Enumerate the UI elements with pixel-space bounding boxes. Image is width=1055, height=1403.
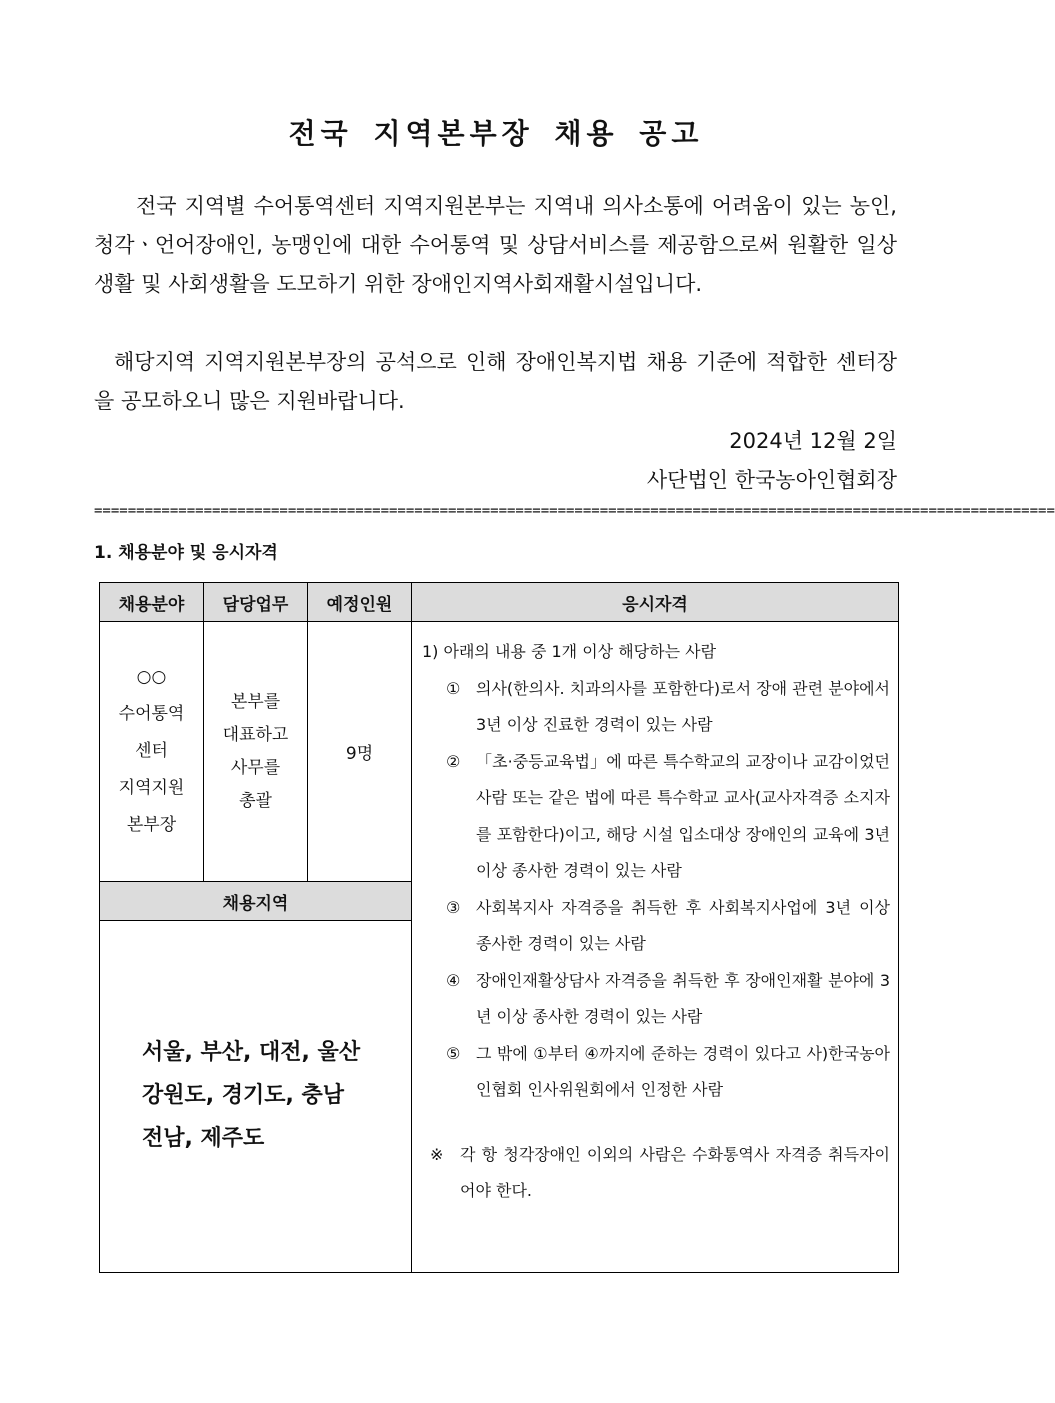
item-text: 장애인재활상담사 자격증을 취득한 후 장애인재활 분야에 3년 이상 종사한 경력이 있는 사람 [476, 970, 890, 1026]
field-line: 센터 [135, 741, 168, 761]
duty-line: 대표하고 [222, 724, 289, 745]
field-line: 수어통역 [118, 704, 185, 724]
qualification-note [422, 1137, 890, 1210]
header-count: 예정인원 [308, 583, 412, 622]
qualification-item [422, 744, 890, 890]
note-mark: ※ [430, 1144, 444, 1164]
duty-line: 총괄 [239, 790, 272, 811]
field-line: ○○ [136, 667, 167, 687]
duty-line: 사무를 [230, 757, 281, 778]
qualification-item [422, 963, 890, 1036]
item-text: 그 밖에 ①부터 ④까지에 준하는 경력이 있다고 사)한국농아인협회 인사위원회에서 인정한 사람 [476, 1043, 890, 1099]
region-line: 강원도, 경기도, 충남 [142, 1083, 345, 1108]
duty-cell [204, 622, 308, 882]
item-number: ⑤ [446, 1043, 461, 1063]
section-heading: 1. 채용분야 및 응시자격 [94, 543, 278, 563]
qualification-cell [412, 622, 899, 1273]
issuing-organization: 사단법인 한국농아인협회장 [646, 468, 897, 492]
qualification-intro: 1) 아래의 내용 중 1개 이상 해당하는 사람 [422, 642, 717, 661]
item-text: 의사(한의사. 치과의사를 포함한다)로서 장애 관련 분야에서 3년 이상 진료한 경력이 있는 사람 [476, 678, 890, 734]
qualification-item [422, 671, 890, 744]
duty-line: 본부를 [230, 691, 281, 712]
header-duty: 담당업무 [204, 583, 308, 622]
document-title: 전국 지역본부장 채용 공고 [288, 117, 704, 150]
qualification-item [422, 890, 890, 963]
header-region: 채용지역 [100, 882, 412, 921]
field-cell [100, 622, 204, 882]
item-number: ② [446, 751, 461, 771]
region-cell [100, 921, 412, 1273]
item-text: 「초·중등교육법」에 따른 특수학교의 교장이나 교감이었던 사람 또는 같은 법에 따른 특수학교 교사(교사자격증 소지자를 포함한다)이고, 해당 시설 입소대상 장애인의 교육에 3년 이상 종사한 경력이 있는 사람 [476, 751, 890, 880]
intro-paragraph-1: 전국 지역별 수어통역센터 지역지원본부는 지역내 의사소통에 어려움이 있는 농인, 청각ㆍ언어장애인, 농맹인에 대한 수어통역 및 상담서비스를 제공함으로써 원활한 일상생활 및 사회생활을 도모하기 위한 장애인지역사회재활시설입니다. [94, 194, 897, 296]
count-cell: 9명 [308, 622, 412, 882]
field-line: 지역지원 [118, 778, 185, 798]
recruitment-table [99, 582, 899, 1273]
item-number: ① [446, 678, 461, 698]
region-line: 서울, 부산, 대전, 울산 [142, 1040, 361, 1065]
separator-line: ================================================================================================================== [94, 503, 1055, 519]
field-line: 본부장 [126, 815, 177, 835]
header-field: 채용분야 [100, 583, 204, 622]
note-text: 각 항 청각장애인 이외의 사람은 수화통역사 자격증 취득자이어야 한다. [460, 1144, 890, 1200]
item-number: ③ [446, 897, 461, 917]
intro-paragraph-2: 해당지역 지역지원본부장의 공석으로 인해 장애인복지법 채용 기준에 적합한 센터장을 공모하오니 많은 지원바랍니다. [94, 350, 897, 413]
item-number: ④ [446, 970, 461, 990]
announcement-date: 2024년 12월 2일 [729, 429, 897, 453]
qualification-item [422, 1036, 890, 1109]
item-text: 사회복지사 자격증을 취득한 후 사회복지사업에 3년 이상 종사한 경력이 있는 사람 [476, 897, 890, 953]
region-line: 전남, 제주도 [142, 1126, 265, 1151]
header-qualification: 응시자격 [412, 583, 899, 622]
